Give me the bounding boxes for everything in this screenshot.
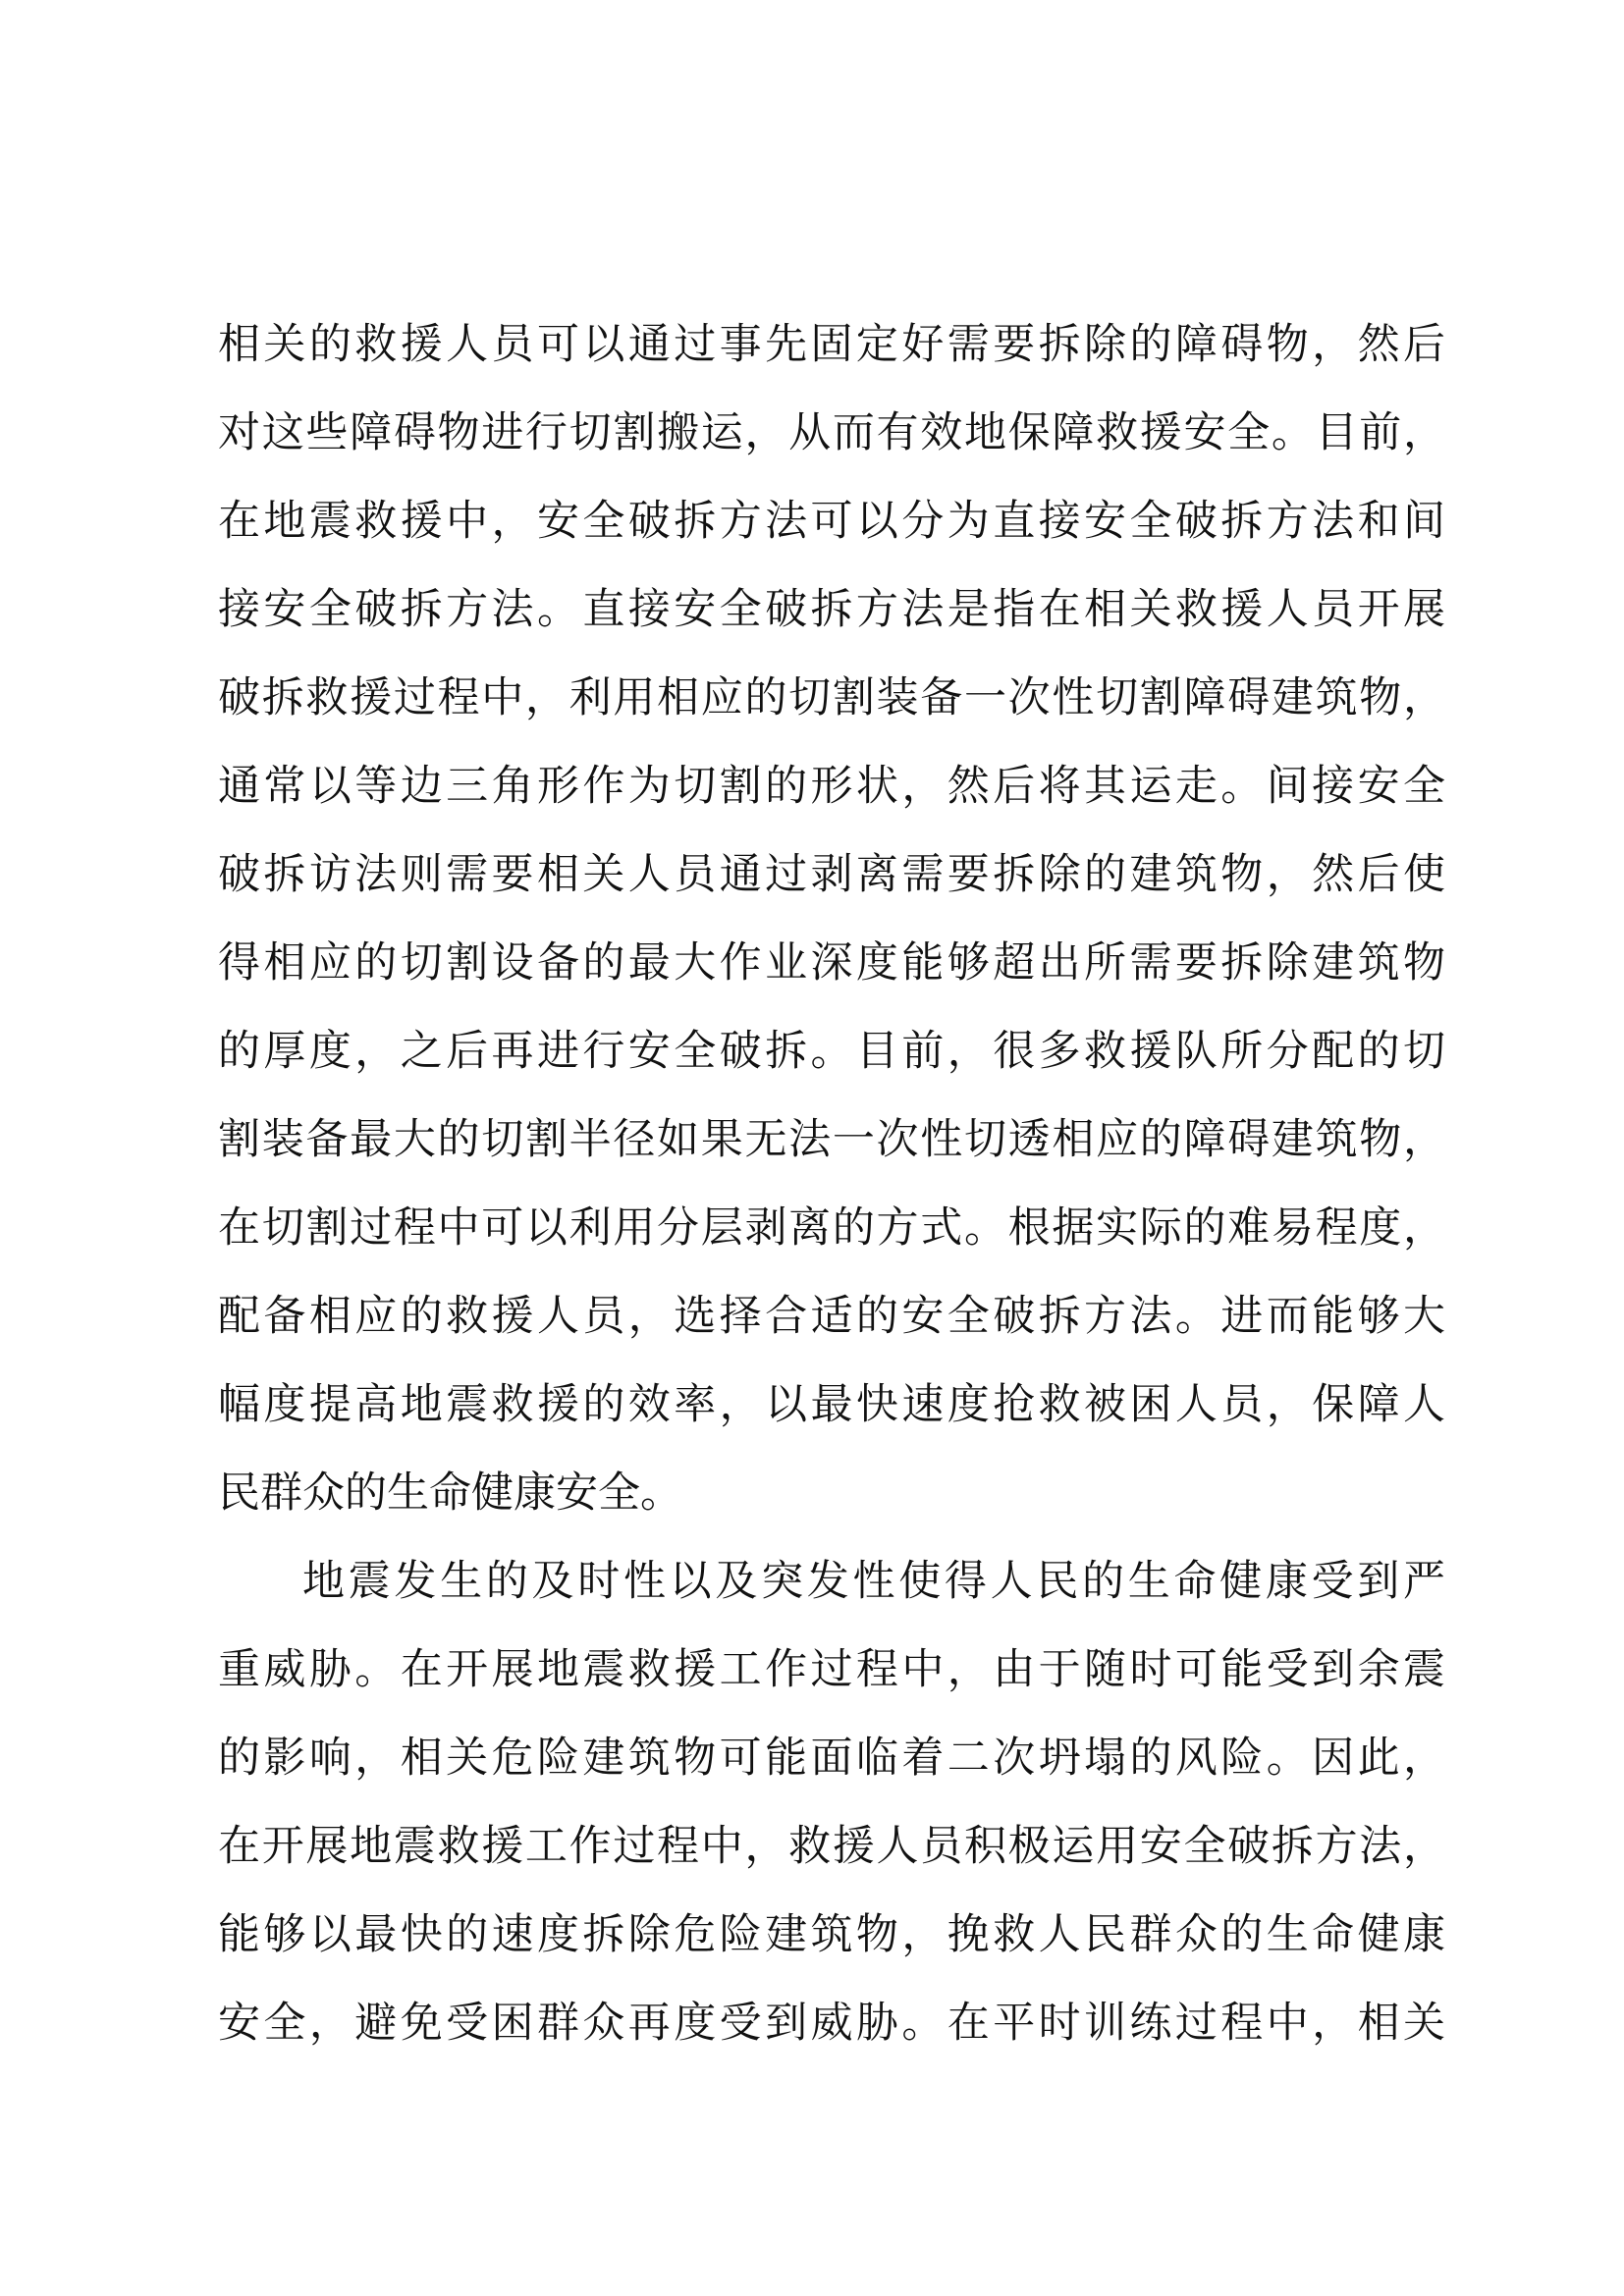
text-line: 地震发生的及时性以及突发性使得人民的生命健康受到严 bbox=[302, 1557, 1445, 1606]
body-text bbox=[218, 300, 1445, 2067]
text-line: 的影响，相关危险建筑物可能面临着二次坍塌的风险。因此， bbox=[218, 1734, 1445, 1783]
text-line: 接安全破拆方法。直接安全破拆方法是指在相关救援人员开展 bbox=[218, 585, 1445, 634]
text-line: 幅度提高地震救援的效率，以最快速度抢救被困人员，保障人 bbox=[218, 1380, 1445, 1429]
text-line: 的厚度，之后再进行安全破拆。目前，很多救援队所分配的切 bbox=[218, 1027, 1445, 1076]
paragraph-1 bbox=[218, 300, 1445, 1537]
text-line: 破拆救援过程中，利用相应的切割装备一次性切割障碍建筑物， bbox=[218, 673, 1445, 722]
text-line: 破拆访法则需要相关人员通过剥离需要拆除的建筑物，然后使 bbox=[218, 850, 1445, 899]
text-line: 在切割过程中可以利用分层剥离的方式。根据实际的难易程度， bbox=[218, 1203, 1445, 1253]
text-line: 通常以等边三角形作为切割的形状，然后将其运走。间接安全 bbox=[218, 762, 1445, 811]
paragraph-2 bbox=[218, 1537, 1445, 2067]
text-line: 相关的救援人员可以通过事先固定好需要拆除的障碍物，然后 bbox=[218, 320, 1445, 369]
text-line: 民群众的生命健康安全。 bbox=[218, 1468, 682, 1518]
text-line: 对这些障碍物进行切割搬运，从而有效地保障救援安全。目前， bbox=[218, 408, 1445, 457]
text-line: 安全，避免受困群众再度受到威胁。在平时训练过程中，相关 bbox=[218, 1999, 1445, 2048]
text-line: 配备相应的救援人员，选择合适的安全破拆方法。进而能够大 bbox=[218, 1292, 1445, 1341]
text-line: 重威胁。在开展地震救援工作过程中，由于随时可能受到余震 bbox=[218, 1645, 1445, 1694]
text-line: 在地震救援中，安全破拆方法可以分为直接安全破拆方法和间 bbox=[218, 497, 1445, 546]
text-line: 能够以最快的速度拆除危险建筑物，挽救人民群众的生命健康 bbox=[218, 1910, 1445, 1959]
text-line: 得相应的切割设备的最大作业深度能够超出所需要拆除建筑物 bbox=[218, 938, 1445, 988]
text-line: 割装备最大的切割半径如果无法一次性切透相应的障碍建筑物， bbox=[218, 1115, 1445, 1164]
text-line: 在开展地震救援工作过程中，救援人员积极运用安全破拆方法， bbox=[218, 1822, 1445, 1871]
